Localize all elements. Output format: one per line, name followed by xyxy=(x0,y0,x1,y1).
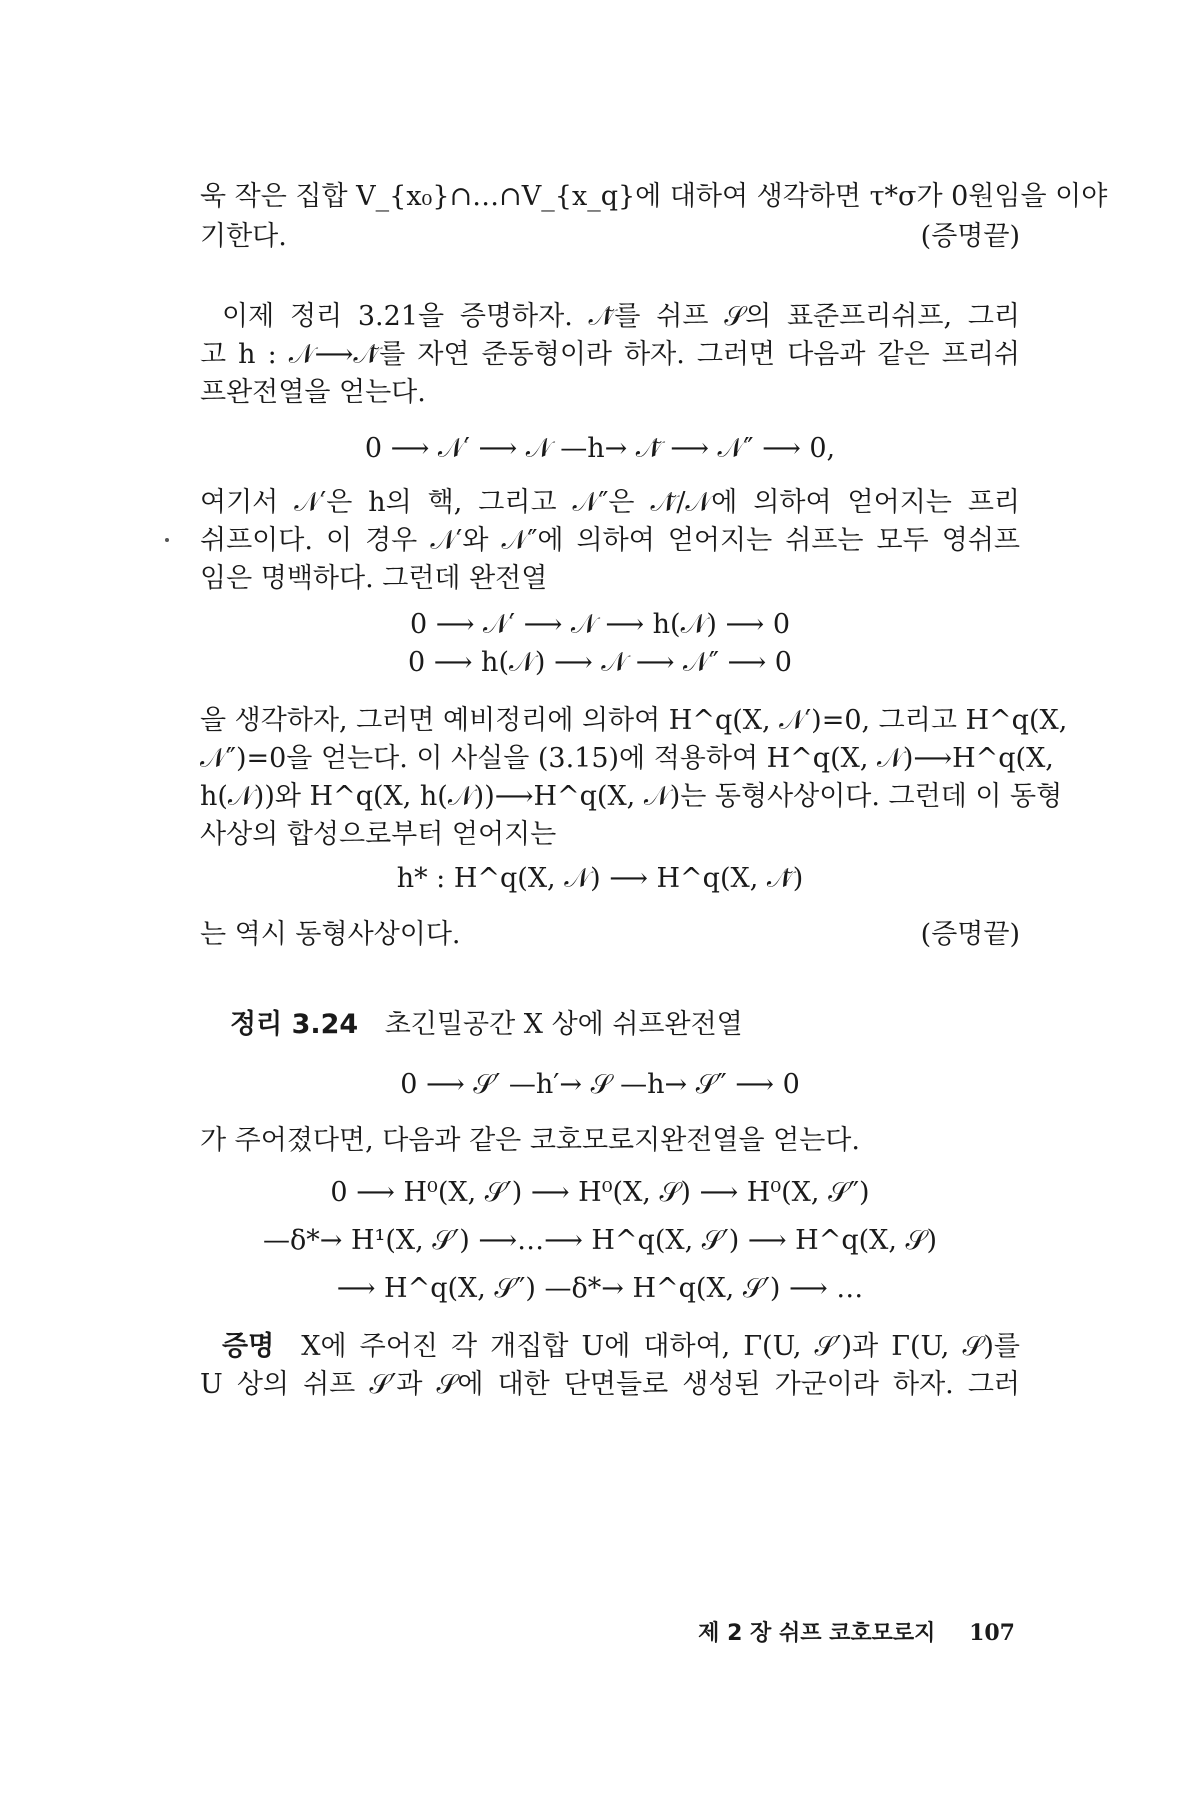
text-line-2: 기한다. xyxy=(200,221,287,252)
long-exact-line-3: ⟶ H^q(X, 𝒮″) —δ*→ H^q(X, 𝒮′) ⟶ … xyxy=(336,1273,864,1304)
proof-line-1 xyxy=(222,1330,1020,1364)
exact-sequence-3: 0 ⟶ 𝒮′ —h′→ 𝒮 —h→ 𝒮″ ⟶ 0 xyxy=(400,1069,800,1100)
text-line-10: 𝒩″)=0을 얻는다. 이 사실을 (3.15)에 적용하여 H^q(X, 𝒩)⟶H^q(X, xyxy=(200,743,1054,774)
text-line-1: 욱 작은 집합 V_{x₀}∩…∩V_{x_q}에 대하여 생각하면 τ*σ가 0원임을 이야 xyxy=(200,181,1108,212)
text-line-12: 사상의 합성으로부터 얻어지는 xyxy=(200,819,557,850)
chapter-title: 제 2 장 쉬프 코호모로지 xyxy=(698,1621,936,1646)
text-line-7: 쉬프이다. 이 경우 𝒩′와 𝒩″에 의하여 얻어지는 쉬프는 모두 영쉬프 xyxy=(200,525,1020,556)
text-line-13: 는 역시 동형사상이다. xyxy=(200,919,461,950)
text-line-9: 을 생각하자, 그러면 예비정리에 의하여 H^q(X, 𝒩′)=0, 그리고 H^q(X, xyxy=(200,705,1068,736)
exact-sequence-2b: 0 ⟶ h(𝒩) ⟶ 𝒩 ⟶ 𝒩″ ⟶ 0 xyxy=(408,647,792,678)
text-line-14: 가 주어졌다면, 다음과 같은 코호모로지완전열을 얻는다. xyxy=(200,1125,860,1156)
text-line-6: 여기서 𝒩′은 h의 핵, 그리고 𝒩″은 𝒩̃/𝒩에 의하여 얻어지는 프리 xyxy=(200,487,1020,518)
exact-sequence-1: 0 ⟶ 𝒩′ ⟶ 𝒩 —h→ 𝒩̃ ⟶ 𝒩″ ⟶ 0, xyxy=(364,433,836,464)
qed-mark-2: (증명끝) xyxy=(920,919,1020,950)
isomorphism-h-star: h* : H^q(X, 𝒩) ⟶ H^q(X, 𝒩̃) xyxy=(396,863,804,894)
proof-line-2: U 상의 쉬프 𝒮′과 𝒮에 대한 단면들로 생성된 가군이라 하자. 그러 xyxy=(200,1369,1020,1400)
running-footer xyxy=(698,1618,1015,1649)
text-line-11: h(𝒩))와 H^q(X, h(𝒩))⟶H^q(X, 𝒩)는 동형사상이다. 그런데 이 동형 xyxy=(200,781,1063,812)
proof-label: 증명 xyxy=(222,1331,275,1362)
theorem-label: 정리 3.24 xyxy=(230,1009,359,1040)
text-line-8: 임은 명백하다. 그런데 완전열 xyxy=(200,563,548,594)
text-line-4: 고 h : 𝒩⟶𝒩̃를 자연 준동형이라 하자. 그러면 다음과 같은 프리쉬 xyxy=(200,339,1020,370)
long-exact-line-1: 0 ⟶ H⁰(X, 𝒮′) ⟶ H⁰(X, 𝒮) ⟶ H⁰(X, 𝒮″) xyxy=(330,1177,870,1208)
stray-mark xyxy=(165,538,169,542)
proof-text-1: X에 주어진 각 개집합 U에 대하여, Γ(U, 𝒮′)과 Γ(U, 𝒮)를 xyxy=(301,1331,1020,1362)
text-line-5: 프완전열을 얻는다. xyxy=(200,377,426,408)
theorem-text: 초긴밀공간 X 상에 쉬프완전열 xyxy=(384,1009,743,1040)
qed-mark-1: (증명끝) xyxy=(920,221,1020,252)
theorem-heading xyxy=(230,1008,743,1042)
page-number: 107 xyxy=(969,1620,1015,1646)
text-line-3: 이제 정리 3.21을 증명하자. 𝒩̃를 쉬프 𝒮의 표준프리쉬프, 그리 xyxy=(222,301,1020,332)
exact-sequence-2a: 0 ⟶ 𝒩′ ⟶ 𝒩 ⟶ h(𝒩) ⟶ 0 xyxy=(409,609,791,640)
long-exact-line-2: —δ*→ H¹(X, 𝒮′) ⟶…⟶ H^q(X, 𝒮′) ⟶ H^q(X, 𝒮) xyxy=(262,1225,937,1256)
